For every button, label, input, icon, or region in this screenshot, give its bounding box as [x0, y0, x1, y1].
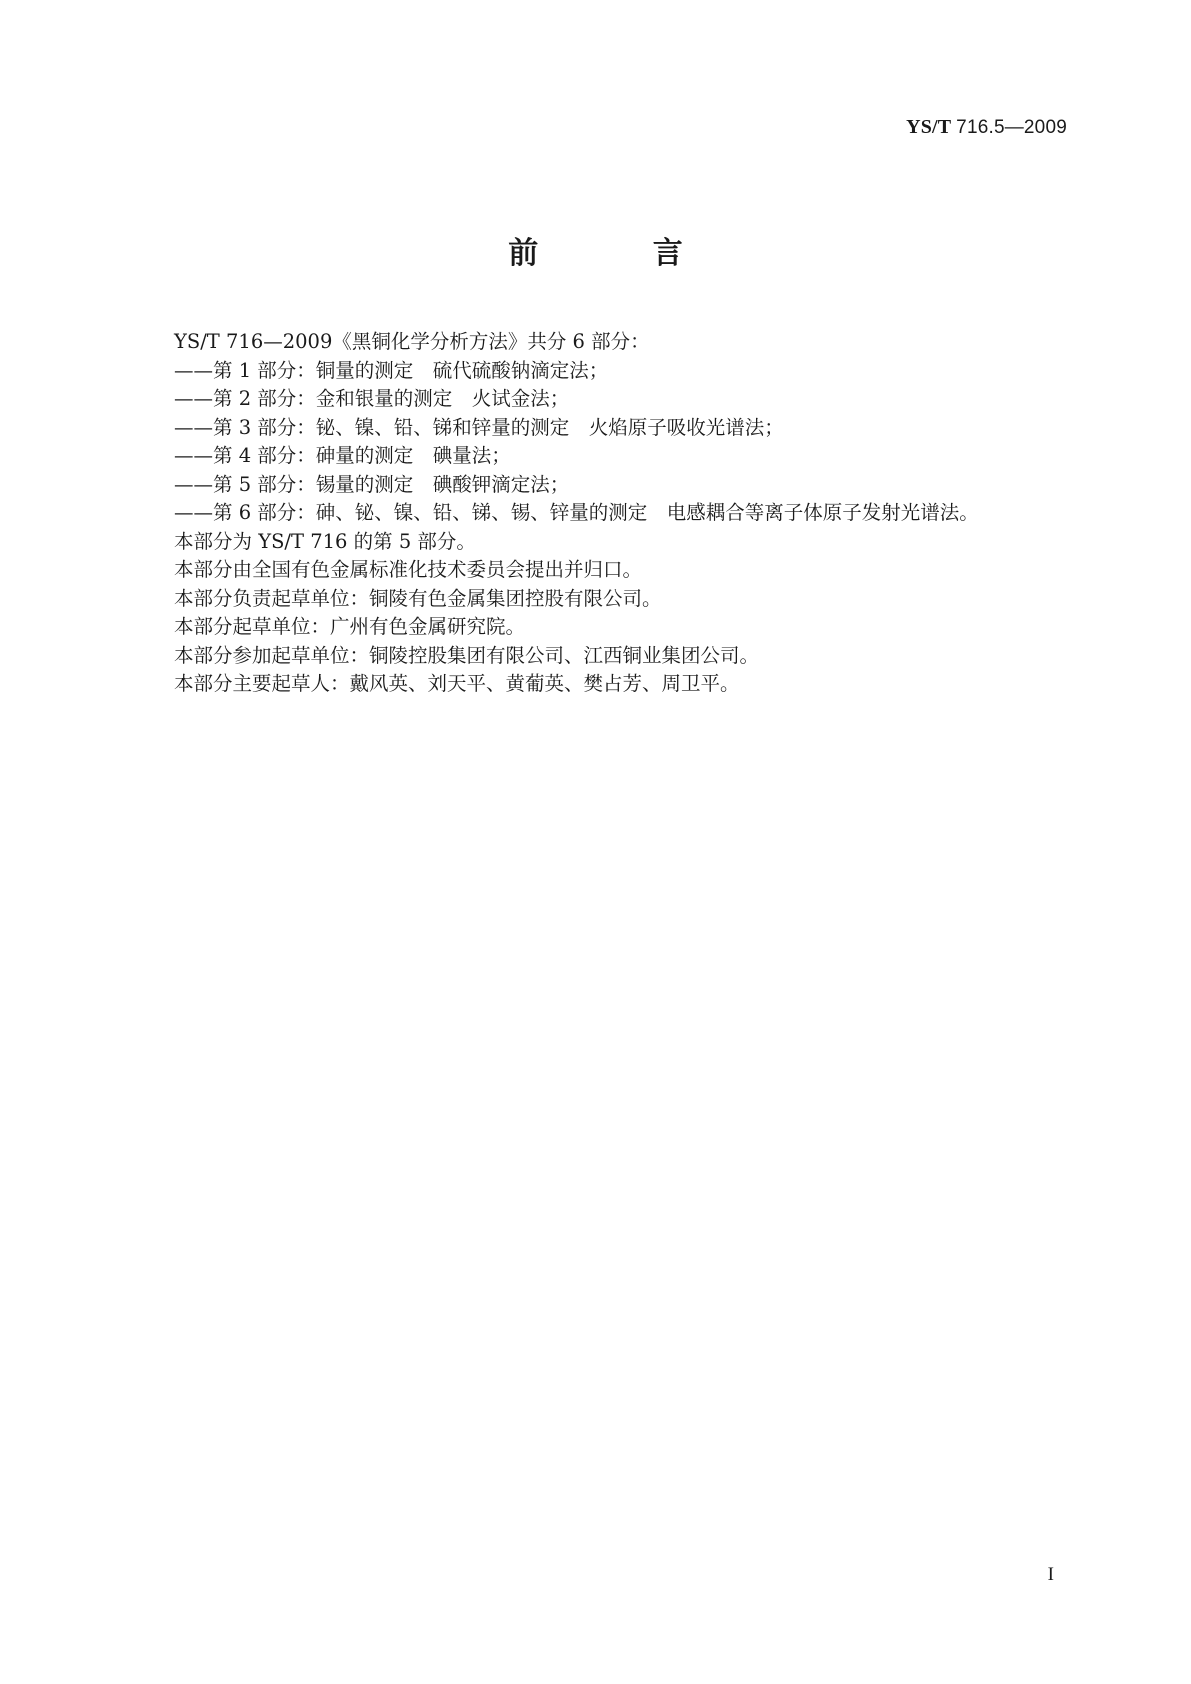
- paragraph-proposed-by: 本部分由全国有色金属标准化技术委员会提出并归口。: [174, 558, 643, 581]
- standard-number: 716.5—2009: [956, 117, 1067, 138]
- list-item-part-2: ——第 2 部分：金和银量的测定 火试金法；: [174, 387, 570, 410]
- standard-code: [906, 116, 1067, 139]
- list-item-part-3: ——第 3 部分：铋、镍、铅、锑和锌量的测定 火焰原子吸收光谱法；: [174, 415, 784, 439]
- paragraph-this-part: 本部分为 YS/T 716 的第 5 部分。: [174, 529, 476, 553]
- paragraph-main-drafters: 本部分主要起草人：戴风英、刘天平、黄葡英、樊占芳、周卫平。: [174, 672, 740, 695]
- paragraph-responsible-drafter: 本部分负责起草单位：铜陵有色金属集团控股有限公司。: [174, 586, 662, 610]
- list-item-part-5: ——第 5 部分：锡量的测定 碘酸钾滴定法；: [174, 472, 570, 496]
- foreword-body: [174, 328, 1054, 699]
- page-title: 前 言: [508, 236, 735, 271]
- paragraph-drafting-unit: 本部分起草单位：广州有色金属研究院。: [174, 615, 526, 638]
- list-item-part-4: ——第 4 部分：砷量的测定 碘量法；: [174, 444, 511, 467]
- page-number: I: [1047, 1564, 1054, 1585]
- standard-prefix: YS/T: [906, 116, 951, 138]
- list-item-part-6: ——第 6 部分：砷、铋、镍、铅、锑、锡、锌量的测定 电感耦合等离子体原子发射光谱法。: [174, 501, 979, 524]
- paragraph-participating-units: 本部分参加起草单位：铜陵控股集团有限公司、江西铜业集团公司。: [174, 643, 760, 667]
- list-item-part-1: ——第 1 部分：铜量的测定 硫代硫酸钠滴定法；: [174, 358, 609, 382]
- paragraph-intro: YS/T 716—2009《黑铜化学分析方法》共分 6 部分：: [174, 330, 650, 353]
